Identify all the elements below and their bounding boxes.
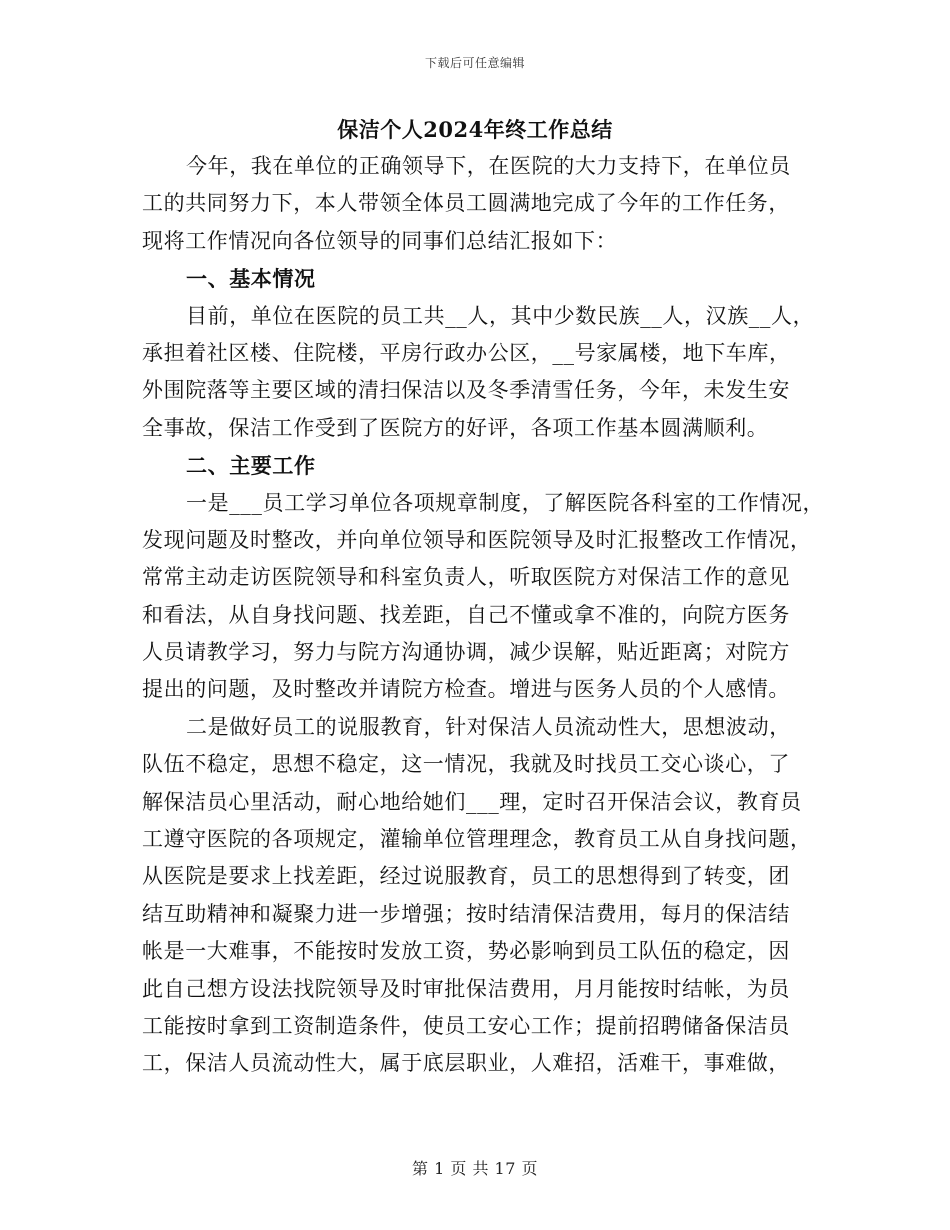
- body-line: 工能按时拿到工资制造条件，使员工安心工作；提前招聘储备保洁员: [142, 1013, 790, 1038]
- body-line: 外围院落等主要区域的清扫保洁以及冬季清雪任务，今年，未发生安: [142, 378, 790, 403]
- body-line: 常常主动走访医院领导和科室负责人，听取医院方对保洁工作的意见: [142, 565, 790, 590]
- document-body: [142, 148, 824, 1083]
- body-line: 人员请教学习，努力与院方沟通协调，减少误解，贴近距离；对院方: [142, 640, 790, 665]
- body-line: 帐是一大难事，不能按时发放工资，势必影响到员工队伍的稳定，因: [142, 939, 790, 964]
- body-line: 工遵守医院的各项规定，灌输单位管理理念，教育员工从自身找问题，: [142, 827, 812, 852]
- document-title: 保洁个人2024年终工作总结: [337, 117, 613, 142]
- body-line: 此自己想方设法找院领导及时审批保洁费用，月月能按时结帐，为员: [142, 976, 790, 1001]
- section-heading-basic-situation: 一、基本情况: [186, 266, 316, 292]
- body-line: 和看法，从自身找问题、找差距，自己不懂或拿不准的，向院方医务: [142, 602, 790, 627]
- body-line: 全事故，保洁工作受到了医院方的好评，各项工作基本圆满顺利。: [142, 415, 769, 440]
- body-line: 今年，我在单位的正确领导下，在医院的大力支持下，在单位员: [186, 154, 791, 178]
- body-line: 工，保洁人员流动性大，属于底层职业，人难招，活难干，事难做，: [142, 1051, 790, 1076]
- body-line: 发现问题及时整改，并向单位领导和医院领导及时汇报整改工作情况，: [142, 527, 812, 552]
- body-line: 一是___员工学习单位各项规章制度，了解医院各科室的工作情况，: [186, 490, 825, 515]
- header-note: 下载后可任意编辑: [424, 56, 525, 70]
- section-heading-main-work: 二、主要工作: [186, 453, 316, 479]
- page-footer: 第 1 页 共 17 页: [412, 1159, 538, 1178]
- body-line: 结互助精神和凝聚力进一步增强；按时结清保洁费用，每月的保洁结: [142, 901, 790, 926]
- body-line: 提出的问题，及时整改并请院方检查。增进与医务人员的个人感情。: [142, 677, 790, 702]
- body-line: 二是做好员工的说服教育，针对保洁人员流动性大，思想波动，: [186, 714, 791, 739]
- body-line: 承担着社区楼、住院楼，平房行政办公区，__号家属楼，地下车库，: [142, 340, 791, 365]
- body-line: 解保洁员心里活动，耐心地给她们___理，定时召开保洁会议，教育员: [142, 789, 802, 814]
- body-line: 现将工作情况向各位领导的同事们总结汇报如下：: [142, 228, 618, 253]
- body-line: 工的共同努力下，本人带领全体员工圆满地完成了今年的工作任务，: [142, 191, 790, 216]
- body-line: 从医院是要求上找差距，经过说服教育，员工的思想得到了转变，团: [142, 864, 790, 889]
- body-line: 队伍不稳定，思想不稳定，这一情况，我就及时找员工交心谈心，了: [142, 752, 790, 777]
- body-line: 目前，单位在医院的员工共__人，其中少数民族__人，汉族__人，: [186, 303, 815, 328]
